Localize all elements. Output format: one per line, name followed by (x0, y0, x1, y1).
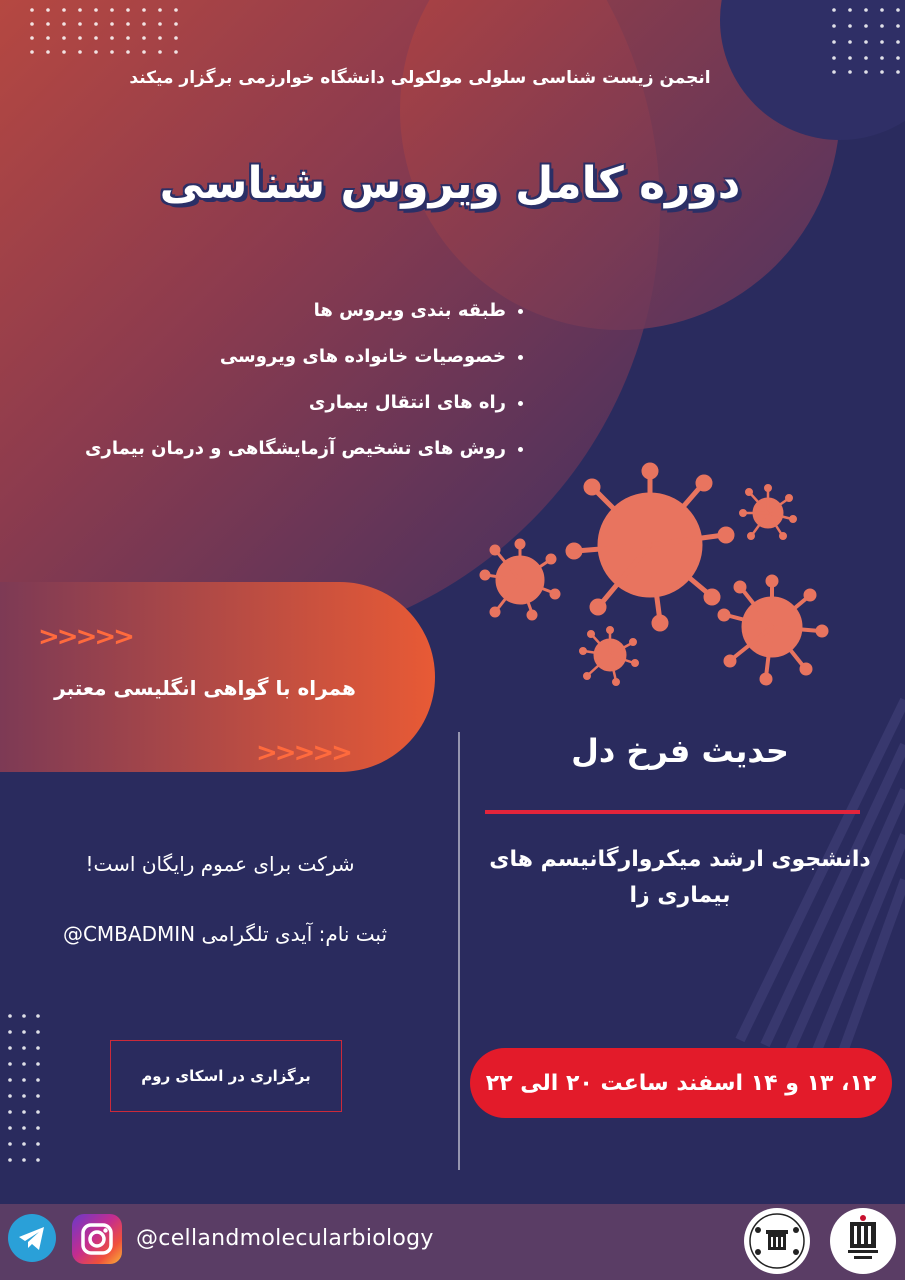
virus-mid-right-icon (718, 575, 828, 685)
registration-text: ثبت نام: آیدی تلگرامی CMBADMIN@ (62, 922, 388, 946)
speaker-title: دانشجوی ارشد میکروارگانیسم های بیماری زا (489, 847, 871, 908)
kharazmi-university-logo (830, 1208, 896, 1274)
topic-item: • طبقه بندی ویروس ها (60, 288, 506, 334)
dot-grid-bottom-left (6, 1012, 46, 1172)
topic-item: • روش های تشخیص آزمایشگاهی و درمان بیماری (60, 426, 506, 472)
schedule-badge: ۱۲، ۱۳ و ۱۴ اسفند ساعت ۲۰ الی ۲۲ (470, 1048, 892, 1118)
virus-small-top-right-icon (740, 485, 797, 540)
association-logo (744, 1208, 810, 1274)
course-title: دوره کامل ویروس شناسی (159, 158, 741, 209)
topic-item: • خصوصیات خانواده های ویروسی (60, 334, 506, 380)
dot-grid-top-left (28, 6, 188, 58)
telegram-icon[interactable] (8, 1214, 56, 1262)
speaker-name: حدیث فرخ دل (571, 732, 789, 770)
certificate-text: همراه با گواهی انگلیسی معتبر (54, 676, 356, 700)
organizer-line: انجمن زیست شناسی سلولی مولکولی دانشگاه خوارزمی برگزار میکند (129, 68, 711, 88)
instagram-handle[interactable]: @cellandmolecularbiology (136, 1226, 434, 1251)
virus-illustration (470, 455, 850, 695)
dot-grid-top-right (828, 6, 904, 76)
speaker-divider (485, 810, 860, 814)
virus-large-icon (566, 463, 734, 631)
instagram-icon[interactable] (72, 1214, 122, 1264)
topics-list (60, 288, 530, 472)
platform-box: برگزاری در اسکای روم (110, 1040, 342, 1112)
virus-small-bottom-icon (580, 627, 639, 686)
arrows-bottom-icon: >>>>> (256, 738, 350, 768)
arrows-top-icon: >>>>> (38, 622, 132, 652)
virus-small-left-icon (480, 539, 560, 620)
free-participation-text: شرکت برای عموم رایگان است! (85, 852, 355, 876)
topic-item: • راه های انتقال بیماری (60, 380, 506, 426)
